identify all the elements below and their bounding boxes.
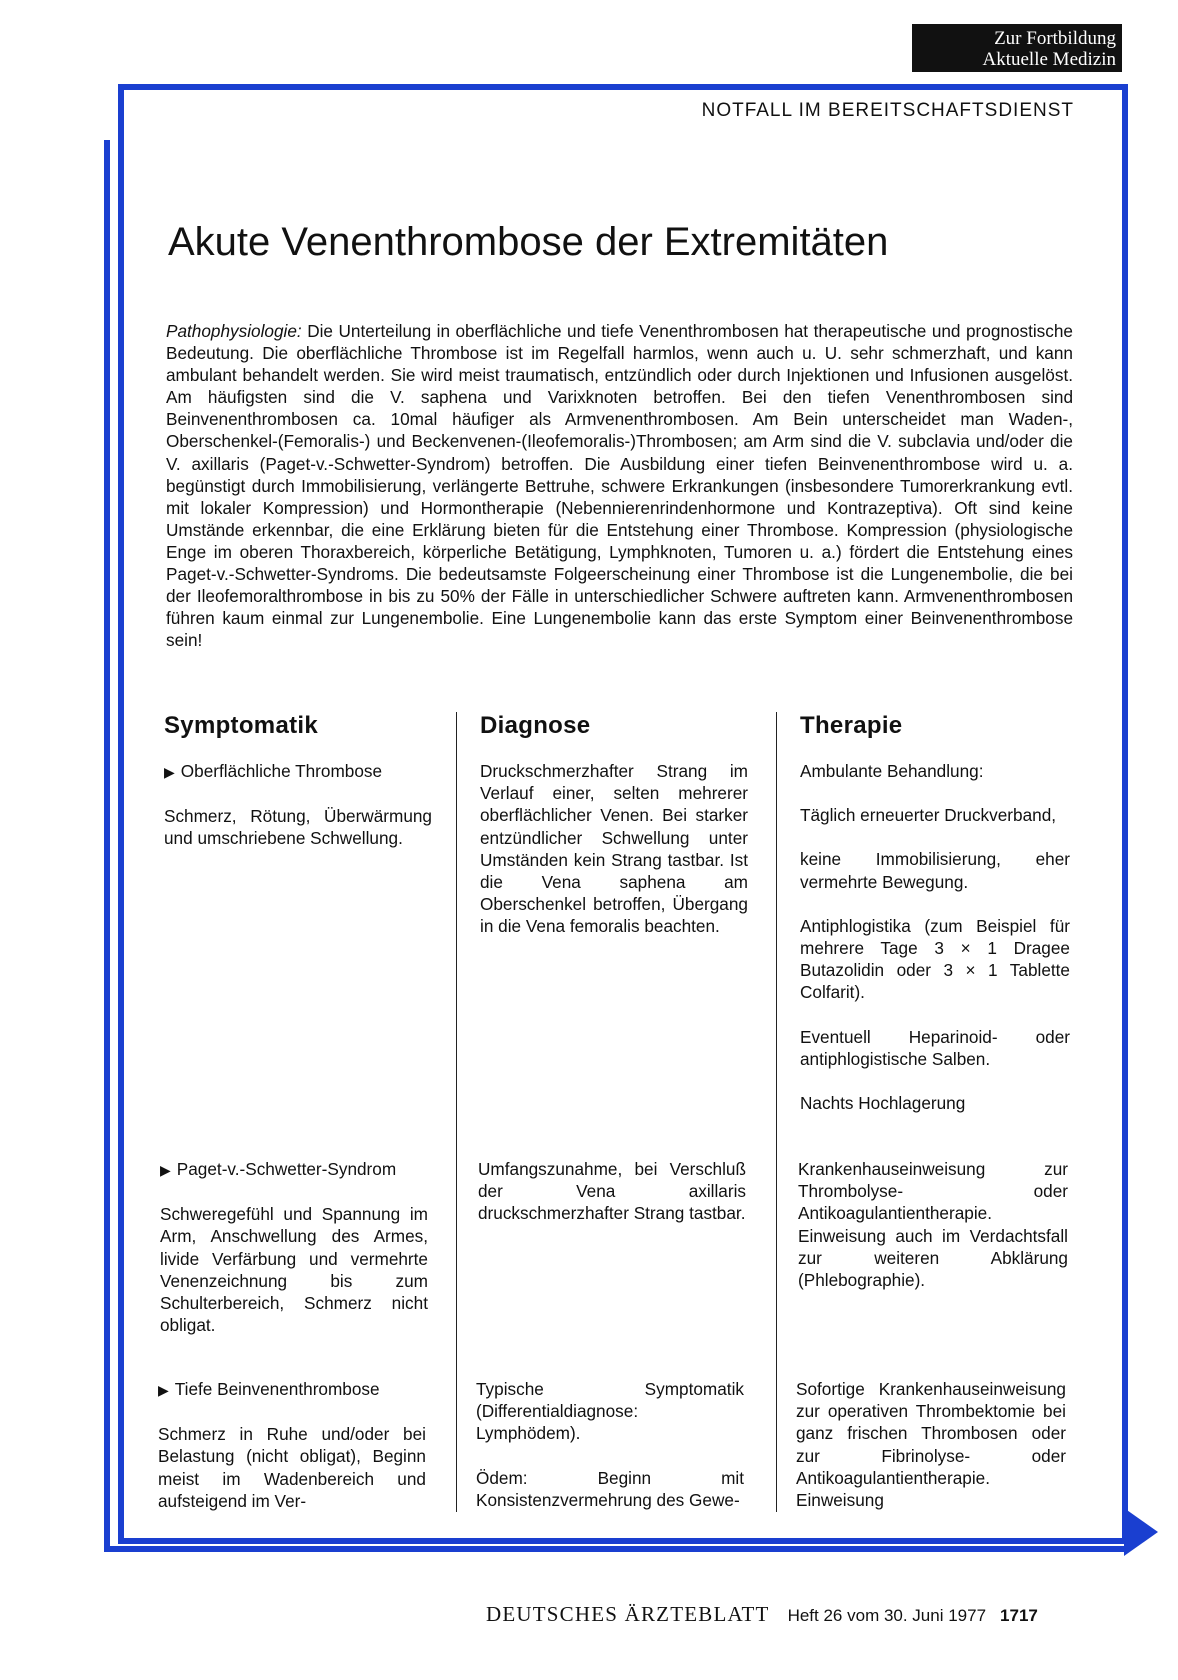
rubric-line-1: Zur Fortbildung (994, 28, 1116, 49)
row2-dia-text: Umfangszunahme, bei Verschluß der Vena axillaris druckschmerzhafter Strang tastbar. (478, 1159, 746, 1224)
rubric-badge (912, 24, 1122, 72)
row3-sym-heading: Tiefe Beinvenenthrombose (174, 1379, 380, 1399)
row1-the-item: Eventuell Heparinoid- oder antiphlogistische Salben. (800, 1026, 1070, 1069)
row2-sym-heading: Paget-v.-Schwetter-Syndrom (176, 1159, 397, 1179)
issue-info: Heft 26 vom 30. Juni 1977 (787, 1606, 987, 1625)
row2-the-item: Krankenhauseinweisung zur Thrombolyse- oder Antikoagulantientherapie. Einweisung auch im Verdachtsfall zur weiteren Abklärung (Phlebographie). (798, 1159, 1068, 1291)
rubric-line-2: Aktuelle Medizin (982, 49, 1116, 70)
row2-diagnose (478, 1158, 746, 1247)
page-number: 1717 (1000, 1606, 1038, 1625)
frame-shadow-left (104, 140, 110, 1552)
row2-sym-text: Schweregefühl und Spannung im Arm, Anschwellung des Armes, livide Verfärbung und vermehrte Venenzeichnung bis zum Schulterbereich, Schmerz nicht obligat. (160, 1204, 428, 1336)
row1-diagnose (480, 760, 748, 960)
intro-text: Die Unterteilung in oberflächliche und tiefe Venenthrombosen hat therapeutische und prognostische Bedeutung. Die oberflächliche Thrombose ist im Regelfall harmlos, wenn auch u. U. sehr schmerzhaft, und kann ambulant behandelt werden. Sie wird meist traumatisch, entzündlich oder durch Injektionen und Infusionen ausgelöst. Am häufigsten sind die V. saphena und Varixknoten betroffen. Bei den tiefen Venenthrombosen sind Beinvenenthrombosen ca. 10mal häufiger als Armvenenthrombosen. Am Bein unterscheidet man Waden-, Oberschenkel-(Femoralis-) und Beckenvenen-(Ileofemoralis-)Thrombosen; am Arm sind die V. subclavia und/oder die V. axillaris (Paget-v.-Schwetter-Syndrom) betroffen. Die Ausbildung einer tiefen Beinvenenthrombose wird u. a. begünstigt durch Immobilisierung, verlängerte Bettruhe, schwere Erkrankungen (insbesondere Tumorerkrankung evtl. mit lokaler Kompression) und Hormontherapie (Nebennierenrindenhormone und Kontrazeptiva). Oft sind keine Umstände erkennbar, die eine Erklärung bieten für die Entstehung einer Thrombose. Kompression (physiologische Enge im oberen Thoraxbereich, körperliche Betätigung, Lymphknoten, Tumoren u. a.) fördert die Entstehung eines Paget-v.-Schwetter-Syndroms. Die bedeutsamste Folgeerscheinung einer Thrombose ist die Lungenembolie, die bei der Ileofemoralthrombose in bis zu 50% der Fälle in unterschiedlicher Schwere auftreten kann. Armvenenthrombosen führen kaum einmal zur Lungenembolie. Eine Lungenembolie kann das erste Symptom einer Beinvenenthrombose sein! (166, 321, 1073, 651)
row3-dia-item: Ödem: Beginn mit Konsistenzvermehrung des Gewe- (476, 1467, 744, 1510)
heading-symptomatik: Symptomatik (164, 712, 319, 739)
row1-sym-heading: Oberflächliche Thrombose (180, 761, 383, 781)
column-therapie (800, 712, 1070, 766)
row1-the-item: Antiphlogistika (zum Beispiel für mehrere Tage 3 × 1 Dragee Butazolidin oder 3 × 1 Tablette Colfarit). (800, 915, 1070, 1003)
next-page-arrow-icon (1124, 1508, 1158, 1556)
row1-the-item: Ambulante Behandlung: (800, 761, 984, 781)
page-footer (486, 1602, 1038, 1627)
section-label: NOTFALL IM BEREITSCHAFTSDIENST (701, 100, 1074, 121)
column-symptomatik (164, 712, 432, 766)
row1-the-item: Täglich erneuerter Druckverband, (800, 805, 1057, 826)
heading-diagnose: Diagnose (480, 712, 591, 739)
row3-dia-item: Typische Symptomatik (Differentialdiagnose: Lymphödem). (476, 1379, 744, 1444)
intro-lead: Pathophysiologie: (166, 321, 302, 341)
row2-symptomatik (160, 1158, 428, 1358)
frame-shadow-bottom (104, 1546, 1124, 1552)
column-divider-1 (456, 712, 457, 1512)
row2-therapie (798, 1158, 1068, 1313)
row1-the-item: Nachts Hochlagerung (800, 1093, 966, 1114)
column-divider-2 (776, 712, 777, 1512)
journal-name: DEUTSCHES ÄRZTEBLATT (486, 1602, 770, 1626)
triangle-bullet-icon: ▶ (158, 1382, 169, 1398)
triangle-bullet-icon: ▶ (160, 1162, 171, 1178)
row3-diagnose (476, 1378, 744, 1533)
row1-dia-text: Druckschmerzhafter Strang im Verlauf einer, selten mehrerer oberflächlicher Venen. Bei starker entzündlicher Schwellung unter Umständen kein Strang tastbar. Ist die Vena saphena am Oberschenkel betroffen, Übergang in die Vena femoralis beachten. (480, 761, 748, 937)
article-title: Akute Venenthrombose der Extremitäten (168, 220, 889, 264)
row1-sym-text: Schmerz, Rötung, Überwärmung und umschriebene Schwellung. (164, 806, 432, 849)
row3-the-item: Sofortige Krankenhauseinweisung zur operativen Thrombektomie bei ganz frischen Thrombosen oder zur Fibrinolyse- oder Antikoagulantientherapie. Einweisung (796, 1379, 1066, 1511)
row1-the-item: keine Immobilisierung, eher vermehrte Bewegung. (800, 849, 1070, 892)
triangle-bullet-icon: ▶ (164, 764, 175, 780)
row1-therapie (800, 760, 1070, 1136)
heading-therapie: Therapie (800, 712, 903, 739)
row1-symptomatik (164, 760, 432, 872)
row3-therapie (796, 1378, 1066, 1533)
column-diagnose (480, 712, 748, 766)
row3-symptomatik (158, 1378, 426, 1534)
row3-sym-text: Schmerz in Ruhe und/oder bei Belastung (nicht obligat), Beginn meist im Wadenbereich und aufsteigend im Ver- (158, 1424, 426, 1511)
intro-paragraph (166, 320, 1073, 651)
